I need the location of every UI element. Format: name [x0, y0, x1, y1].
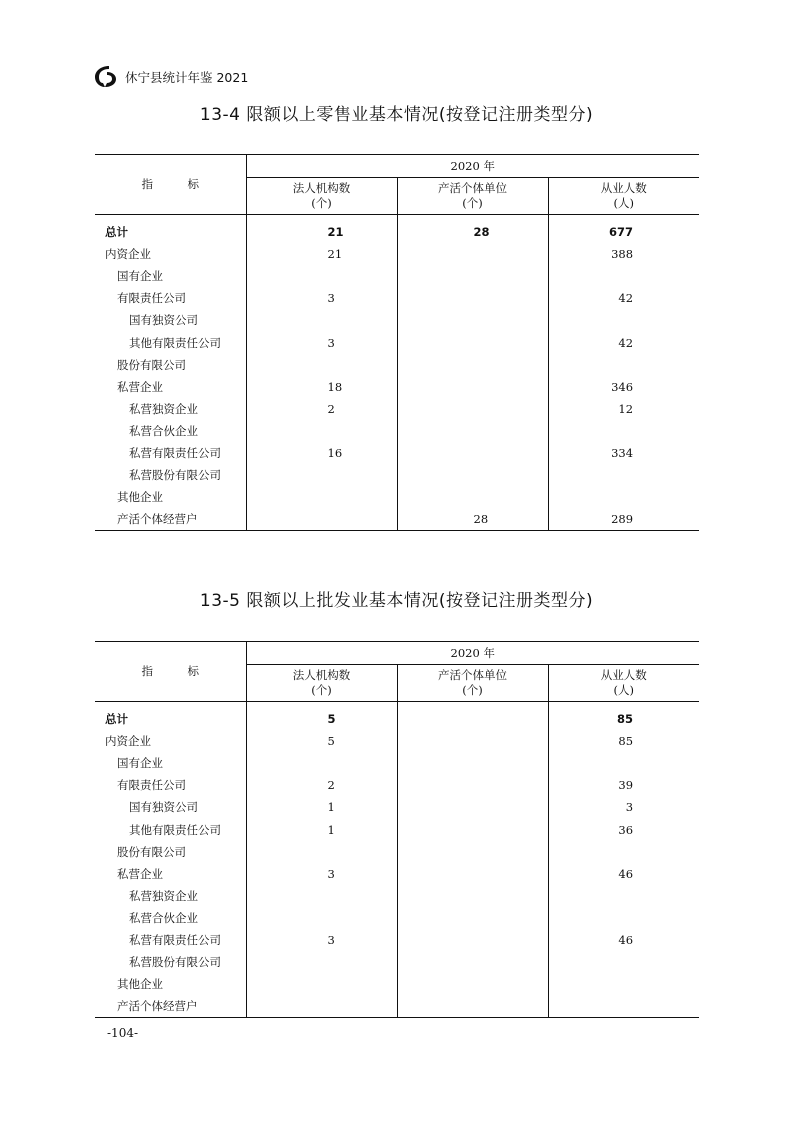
- cell-value: 346: [548, 376, 699, 398]
- cell-value: [397, 973, 548, 995]
- cell-value: [397, 796, 548, 818]
- row-label: 内资企业: [105, 247, 151, 262]
- cell-value: 18: [246, 376, 397, 398]
- row-label: 产活个体经营户: [95, 995, 246, 1018]
- year-header: 2020 年: [246, 642, 699, 665]
- cell-value: [246, 973, 397, 995]
- cell-value: [397, 486, 548, 508]
- table-row: [95, 995, 699, 1018]
- wholesale-table: [95, 641, 699, 1018]
- table-row: [95, 354, 699, 376]
- row-label: 私营合伙企业: [129, 423, 198, 438]
- cell-value: 85: [548, 730, 699, 752]
- cell-value: 3: [246, 863, 397, 885]
- cell-value: [246, 265, 397, 287]
- table-row: [95, 420, 699, 442]
- cell-value: 46: [548, 863, 699, 885]
- cell-value: [548, 354, 699, 376]
- cell-value: 28: [397, 508, 548, 531]
- table-row: [95, 885, 699, 907]
- retail-table: [95, 154, 699, 531]
- table-row: [95, 243, 699, 265]
- table-row: [95, 730, 699, 752]
- row-label: 有限责任公司: [117, 291, 186, 306]
- cell-value: 36: [548, 818, 699, 840]
- cell-value: [548, 951, 699, 973]
- row-label: 国有企业: [117, 756, 163, 771]
- cell-value: 388: [548, 243, 699, 265]
- cell-value: 39: [548, 774, 699, 796]
- cell-value: 3: [246, 929, 397, 951]
- row-label: 私营企业: [117, 379, 163, 394]
- cell-value: [397, 442, 548, 464]
- row-label: 其他有限责任公司: [129, 335, 221, 350]
- table-row: [95, 508, 699, 531]
- cell-value: [397, 818, 548, 840]
- cell-value: 85: [548, 702, 699, 731]
- cell-value: [397, 951, 548, 973]
- yearbook-logo-icon: [93, 63, 119, 89]
- cell-value: [246, 752, 397, 774]
- row-label: 私营有限责任公司: [129, 445, 221, 460]
- row-label: 私营有限责任公司: [129, 932, 221, 947]
- column-header: 从业人数 (人): [548, 665, 699, 702]
- row-label: 国有企业: [117, 269, 163, 284]
- cell-value: [548, 907, 699, 929]
- row-label: 有限责任公司: [117, 778, 186, 793]
- table-row: [95, 774, 699, 796]
- cell-value: 1: [246, 818, 397, 840]
- row-label: 内资企业: [105, 734, 151, 749]
- cell-value: [548, 464, 699, 486]
- cell-value: [397, 885, 548, 907]
- row-label: 私营合伙企业: [129, 910, 198, 925]
- table-row: [95, 265, 699, 287]
- cell-value: [397, 702, 548, 731]
- row-label: 股份有限公司: [117, 357, 186, 372]
- cell-value: 3: [246, 287, 397, 309]
- row-label: 其他企业: [117, 977, 163, 992]
- cell-value: [548, 885, 699, 907]
- cell-value: [548, 420, 699, 442]
- cell-value: [246, 464, 397, 486]
- table-row: [95, 818, 699, 840]
- table-row: [95, 287, 699, 309]
- cell-value: [246, 486, 397, 508]
- cell-value: [246, 841, 397, 863]
- table-row: [95, 309, 699, 331]
- table-row: [95, 702, 699, 731]
- cell-value: 21: [246, 215, 397, 244]
- cell-value: 1: [246, 796, 397, 818]
- table-row: [95, 929, 699, 951]
- cell-value: [246, 508, 397, 531]
- row-label: 总计: [105, 225, 128, 240]
- table-row: [95, 841, 699, 863]
- table-row: [95, 951, 699, 973]
- table-row: [95, 973, 699, 995]
- table-row: [95, 215, 699, 244]
- cell-value: 289: [548, 508, 699, 531]
- cell-value: 677: [548, 215, 699, 244]
- column-header: 产活个体单位 (个): [397, 665, 548, 702]
- cell-value: 334: [548, 442, 699, 464]
- column-header: 从业人数 (人): [548, 178, 699, 215]
- row-label: 股份有限公司: [117, 844, 186, 859]
- cell-value: [246, 907, 397, 929]
- year-header: 2020 年: [246, 155, 699, 178]
- table-row: [95, 863, 699, 885]
- row-label: 私营独资企业: [129, 888, 198, 903]
- page-header: [93, 62, 248, 90]
- cell-value: [397, 287, 548, 309]
- cell-value: [397, 841, 548, 863]
- table-row: [95, 398, 699, 420]
- cell-value: [397, 929, 548, 951]
- cell-value: [397, 398, 548, 420]
- cell-value: [397, 907, 548, 929]
- cell-value: [246, 995, 397, 1018]
- indicator-header: 指 标: [95, 642, 246, 702]
- column-header: 法人机构数 (个): [246, 665, 397, 702]
- cell-value: [246, 420, 397, 442]
- cell-value: 46: [548, 929, 699, 951]
- cell-value: [397, 309, 548, 331]
- cell-value: [397, 331, 548, 353]
- cell-value: 5: [246, 730, 397, 752]
- table-row: [95, 486, 699, 508]
- table-row: [95, 331, 699, 353]
- row-label: 其他有限责任公司: [129, 822, 221, 837]
- cell-value: [548, 752, 699, 774]
- cell-value: 3: [246, 331, 397, 353]
- yearbook-title: 休宁县统计年鉴 2021: [125, 70, 249, 85]
- page-number: -104-: [107, 1026, 139, 1040]
- cell-value: [246, 354, 397, 376]
- cell-value: [548, 486, 699, 508]
- row-label: 私营独资企业: [129, 401, 198, 416]
- row-label: 私营企业: [117, 866, 163, 881]
- cell-value: 5: [246, 702, 397, 731]
- table-title: 13-5 限额以上批发业基本情况(按登记注册类型分): [199, 591, 594, 611]
- cell-value: 3: [548, 796, 699, 818]
- cell-value: [397, 354, 548, 376]
- cell-value: 12: [548, 398, 699, 420]
- cell-value: [397, 774, 548, 796]
- cell-value: [397, 376, 548, 398]
- cell-value: [397, 730, 548, 752]
- cell-value: [246, 951, 397, 973]
- table-row: [95, 907, 699, 929]
- cell-value: [397, 265, 548, 287]
- column-header: 法人机构数 (个): [246, 178, 397, 215]
- cell-value: [397, 464, 548, 486]
- cell-value: 21: [246, 243, 397, 265]
- cell-value: [548, 265, 699, 287]
- row-label: 国有独资公司: [129, 800, 198, 815]
- cell-value: [548, 995, 699, 1018]
- row-label: 国有独资公司: [129, 313, 198, 328]
- cell-value: [548, 309, 699, 331]
- cell-value: 28: [397, 215, 548, 244]
- cell-value: [246, 885, 397, 907]
- cell-value: [397, 420, 548, 442]
- cell-value: 42: [548, 331, 699, 353]
- row-label: 产活个体经营户: [95, 508, 246, 531]
- indicator-header: 指 标: [95, 155, 246, 215]
- cell-value: 2: [246, 774, 397, 796]
- column-header: 产活个体单位 (个): [397, 178, 548, 215]
- cell-value: [246, 309, 397, 331]
- cell-value: [397, 752, 548, 774]
- cell-value: 2: [246, 398, 397, 420]
- table-row: [95, 376, 699, 398]
- cell-value: [397, 863, 548, 885]
- table-row: [95, 796, 699, 818]
- row-label: 总计: [105, 712, 128, 727]
- table-row: [95, 442, 699, 464]
- table-row: [95, 464, 699, 486]
- table-title: 13-4 限额以上零售业基本情况(按登记注册类型分): [199, 105, 594, 125]
- cell-value: 16: [246, 442, 397, 464]
- cell-value: [548, 973, 699, 995]
- row-label: 其他企业: [117, 490, 163, 505]
- cell-value: [397, 243, 548, 265]
- row-label: 私营股份有限公司: [129, 955, 221, 970]
- cell-value: [548, 841, 699, 863]
- cell-value: [397, 995, 548, 1018]
- table-row: [95, 752, 699, 774]
- row-label: 私营股份有限公司: [129, 468, 221, 483]
- cell-value: 42: [548, 287, 699, 309]
